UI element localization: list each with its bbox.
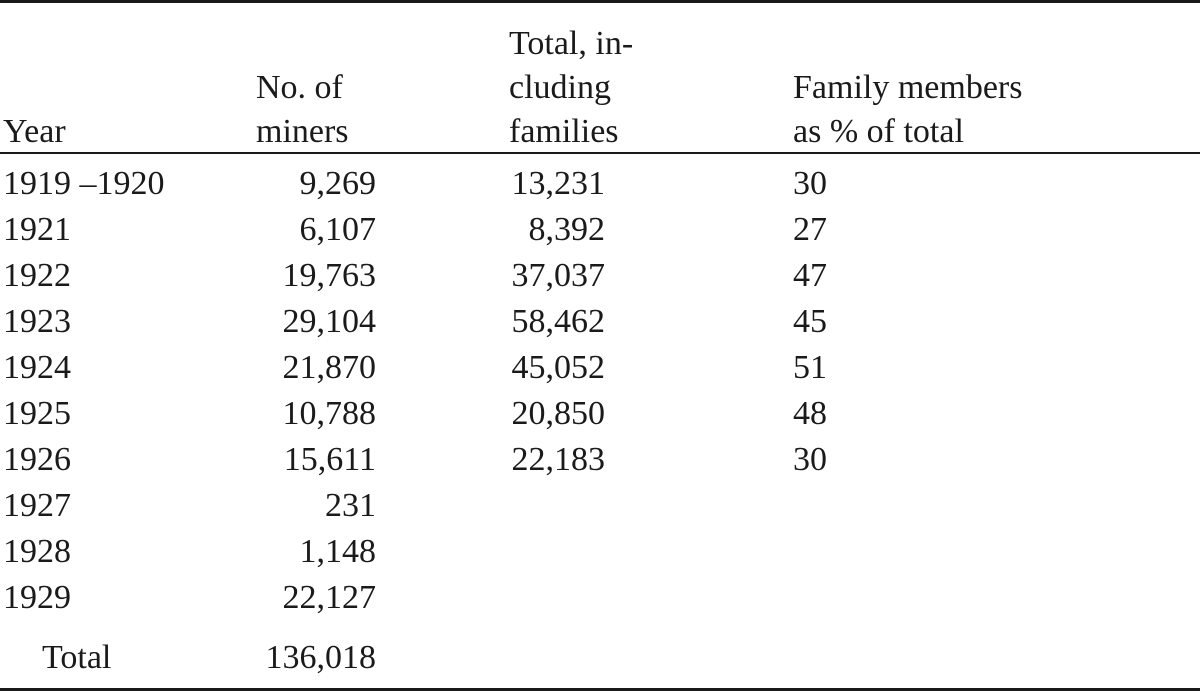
cell-miners: 6,107 (299, 211, 376, 248)
cell-pct: 30 (793, 441, 827, 478)
table-row (0, 484, 1200, 529)
cell-year: 1925 (3, 395, 71, 432)
cell-miners: 1,148 (299, 533, 376, 570)
table-row (0, 438, 1200, 483)
cell-total: 20,850 (511, 395, 605, 432)
total-label: Total (42, 639, 112, 676)
cell-miners: 21,870 (282, 349, 376, 386)
header-miners (256, 66, 376, 154)
header-rule (0, 152, 1200, 154)
table-row (0, 346, 1200, 391)
cell-total: 58,462 (511, 303, 605, 340)
cell-year: 1922 (3, 257, 71, 294)
table-row (0, 162, 1200, 207)
cell-total: 45,052 (511, 349, 605, 386)
header-miners-line-1: No. of (256, 69, 343, 106)
cell-year: 1923 (3, 303, 71, 340)
table-row (0, 576, 1200, 621)
table-row (0, 300, 1200, 345)
top-rule (0, 0, 1200, 3)
cell-miners: 9,269 (299, 165, 376, 202)
cell-miners: 10,788 (282, 395, 376, 432)
cell-pct: 27 (793, 211, 827, 248)
cell-total: 8,392 (528, 211, 605, 248)
cell-year: 1919 –1920 (3, 165, 165, 202)
total-miners: 136,018 (265, 639, 376, 676)
table-row (0, 392, 1200, 437)
cell-pct: 45 (793, 303, 827, 340)
cell-year: 1927 (3, 487, 71, 524)
cell-total: 13,231 (511, 165, 605, 202)
cell-pct: 47 (793, 257, 827, 294)
header-miners-line-2: miners (256, 113, 349, 150)
cell-year: 1926 (3, 441, 71, 478)
header-total-line-3: families (509, 113, 619, 150)
header-family-line-1: Family members (793, 69, 1023, 106)
header-family-line-2: as % of total (793, 113, 964, 150)
table-row (0, 254, 1200, 299)
header-total-line-1: Total, in- (509, 25, 634, 62)
cell-miners: 231 (325, 487, 376, 524)
cell-miners: 29,104 (282, 303, 376, 340)
cell-total: 37,037 (511, 257, 605, 294)
bottom-rule (0, 688, 1200, 691)
table-row (0, 208, 1200, 253)
cell-year: 1921 (3, 211, 71, 248)
header-total-line-2: cluding (509, 69, 611, 106)
cell-year: 1924 (3, 349, 71, 386)
total-row (0, 636, 1200, 681)
cell-miners: 19,763 (282, 257, 376, 294)
cell-miners: 15,611 (283, 441, 376, 478)
cell-pct: 30 (793, 165, 827, 202)
cell-miners: 22,127 (282, 579, 376, 616)
cell-year: 1929 (3, 579, 71, 616)
cell-pct: 48 (793, 395, 827, 432)
header-family-pct (793, 66, 1022, 154)
header-year: Year (3, 113, 66, 150)
cell-total: 22,183 (511, 441, 605, 478)
cell-year: 1928 (3, 533, 71, 570)
table-row (0, 530, 1200, 575)
cell-pct: 51 (793, 349, 827, 386)
header-total (509, 22, 633, 154)
